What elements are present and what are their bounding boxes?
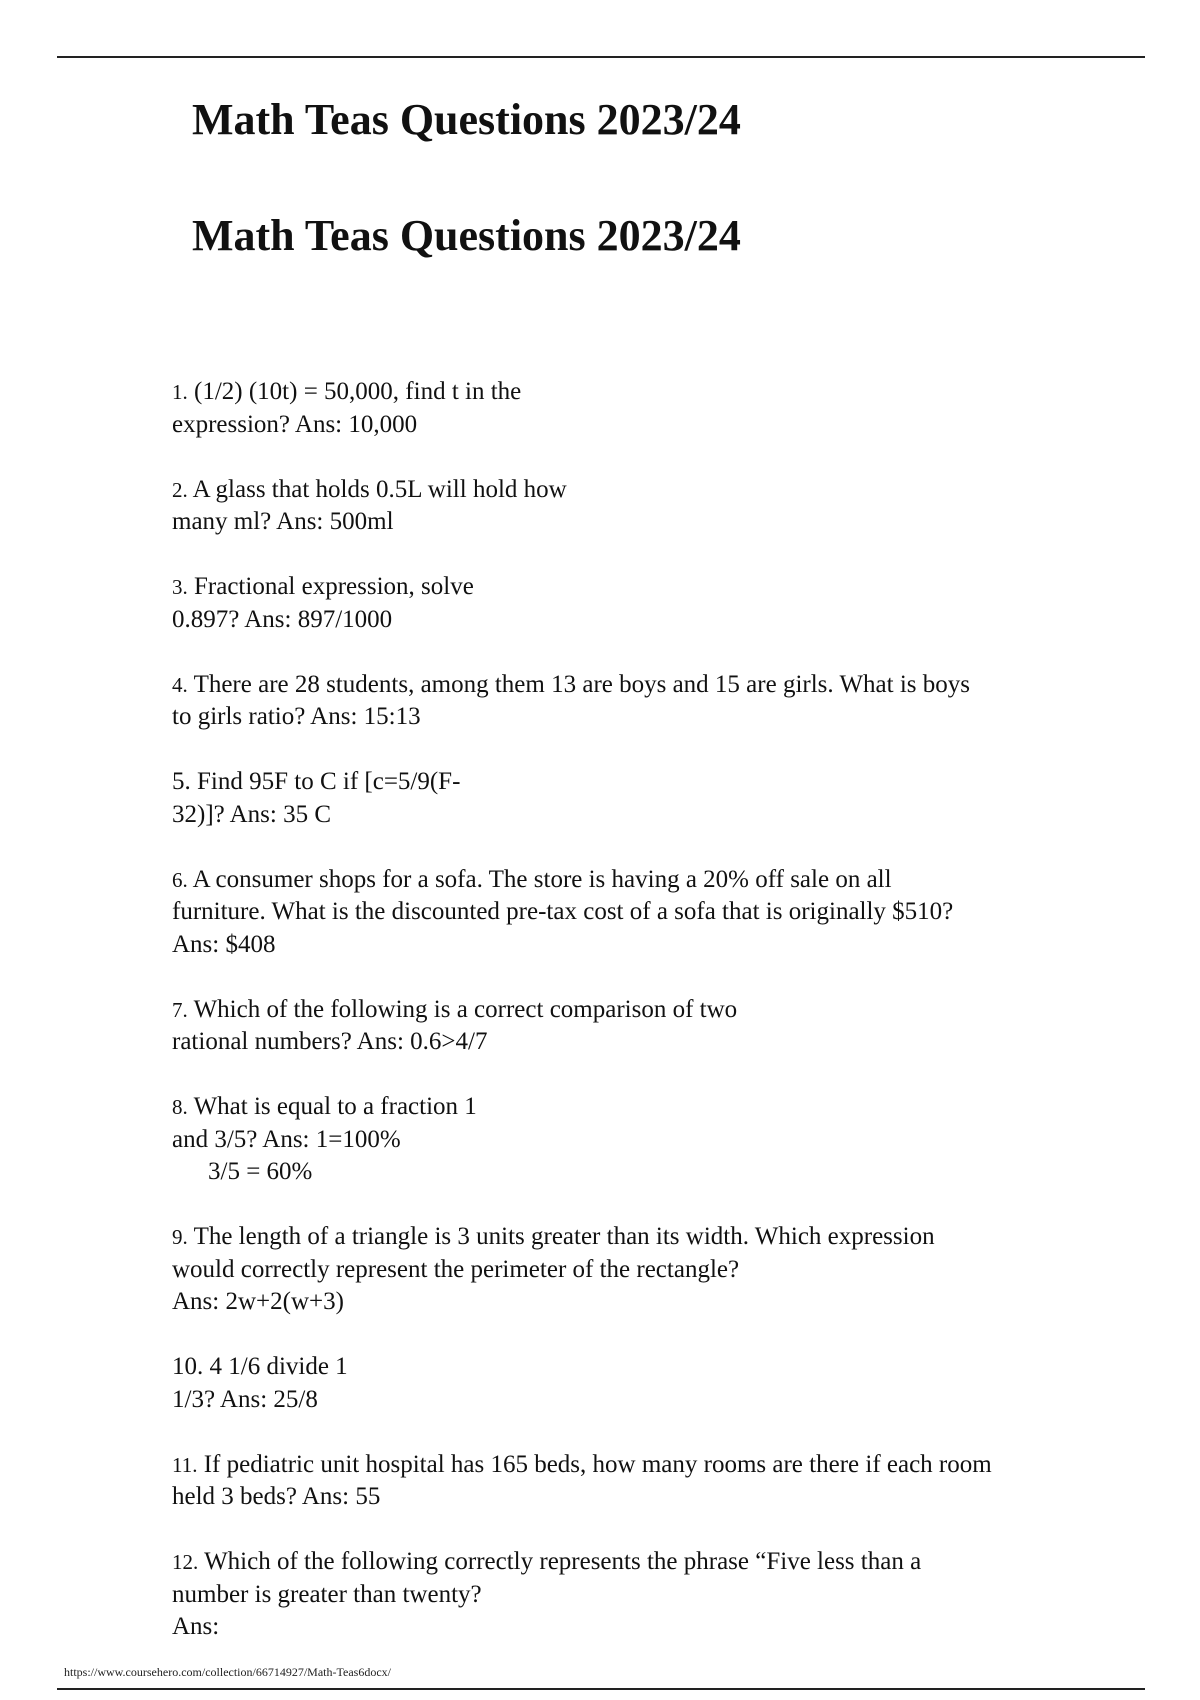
question-8	[172, 1091, 1112, 1189]
question-answer: Ans:	[172, 1613, 220, 1640]
question-text: A glass that holds 0.5L will hold how	[192, 475, 567, 503]
top-rule	[57, 56, 1145, 58]
question-text: If pediatric unit hospital has 165 beds, how many rooms are there if each room	[203, 1450, 992, 1478]
question-1	[172, 376, 1112, 441]
question-text: 1/3? Ans: 25/8	[172, 1385, 318, 1413]
question-text: to girls ratio? Ans: 15:13	[172, 703, 421, 730]
question-12	[172, 1546, 1112, 1644]
question-number: 9.	[172, 1225, 188, 1249]
question-text: Which of the following is a correct comparison of two	[193, 995, 738, 1023]
question-number: 3.	[172, 575, 188, 599]
question-number: 1.	[172, 380, 188, 404]
question-text: 32)]? Ans: 35 C	[172, 800, 332, 828]
question-text: and 3/5? Ans: 1=100%	[172, 1125, 401, 1153]
question-9	[172, 1221, 1112, 1319]
question-number: 6.	[172, 867, 188, 892]
question-number: 4.	[172, 672, 188, 697]
question-number: 8.	[172, 1095, 188, 1119]
question-7	[172, 994, 1112, 1059]
question-number: 11.	[172, 1452, 198, 1477]
question-text: held 3 beds? Ans: 55	[172, 1483, 381, 1510]
question-2	[172, 474, 1112, 539]
question-text: A consumer shops for a sofa. The store is having a 20% off sale on all	[192, 865, 892, 893]
question-text: furniture. What is the discounted pre-tax cost of a sofa that is originally $510?	[172, 898, 954, 925]
question-answer: Ans: $408	[172, 930, 276, 958]
question-text: many ml? Ans: 500ml	[172, 508, 394, 535]
question-text: Which of the following correctly represents the phrase “Five less than a	[204, 1548, 922, 1575]
question-number: 5.	[172, 768, 191, 795]
question-number: 12.	[172, 1550, 199, 1574]
question-list	[172, 376, 1112, 1676]
question-number: 10.	[172, 1353, 204, 1380]
footer-source-url[interactable]: https://www.coursehero.com/collection/66714927/Math-Teas6docx/	[64, 1665, 391, 1679]
question-text: 4 1/6 divide 1	[209, 1353, 348, 1380]
document-title: Math Teas Questions 2023/24	[192, 95, 741, 144]
question-text: number is greater than twenty?	[172, 1580, 482, 1608]
question-number: 2.	[172, 477, 188, 502]
question-text: (1/2) (10t) = 50,000, find t in the	[194, 378, 522, 405]
question-text: There are 28 students, among them 13 are boys and 15 are girls. What is boys	[193, 670, 970, 698]
question-3	[172, 571, 1112, 636]
question-text: rational numbers? Ans: 0.6>4/7	[172, 1028, 488, 1055]
question-6	[172, 864, 1112, 962]
document-title-repeat: Math Teas Questions 2023/24	[192, 211, 741, 260]
question-text: expression? Ans: 10,000	[172, 410, 418, 438]
question-11	[172, 1449, 1112, 1514]
question-text: Fractional expression, solve	[194, 573, 474, 600]
question-text: 0.897? Ans: 897/1000	[172, 605, 393, 633]
question-text: What is equal to a fraction 1	[193, 1093, 477, 1120]
question-4	[172, 669, 1112, 734]
question-text: would correctly represent the perimeter of the rectangle?	[172, 1255, 740, 1283]
question-5	[172, 766, 1112, 831]
question-text: Find 95F to C if [c=5/9(F-	[197, 768, 461, 795]
question-answer: Ans: 2w+2(w+3)	[172, 1288, 344, 1315]
question-10	[172, 1351, 1112, 1416]
bottom-rule	[57, 1688, 1145, 1690]
question-number: 7.	[172, 997, 188, 1022]
question-answer: 3/5 = 60%	[208, 1158, 313, 1185]
question-text: The length of a triangle is 3 units greater than its width. Which expression	[193, 1223, 935, 1250]
